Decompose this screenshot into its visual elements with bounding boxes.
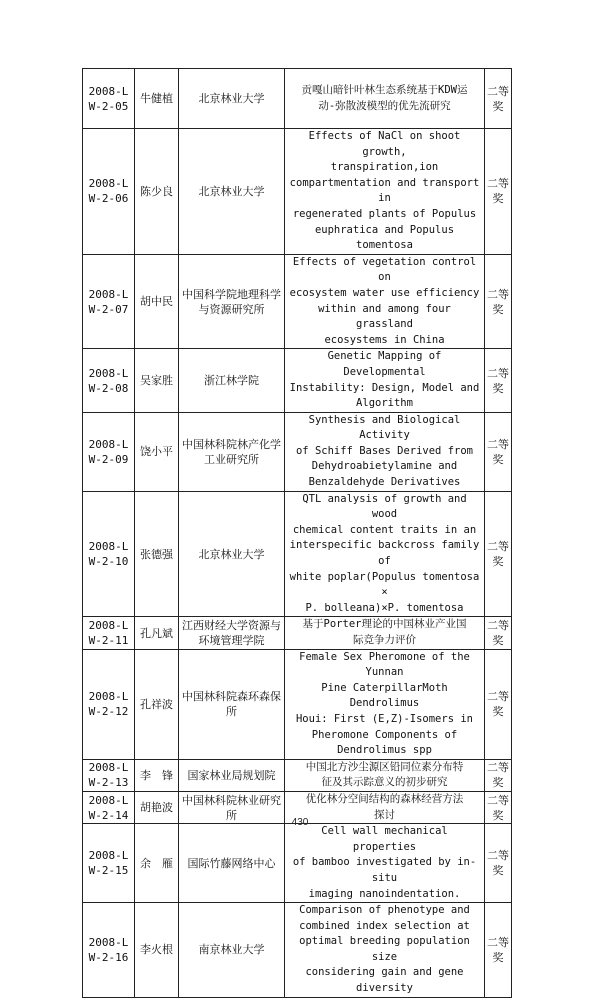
award-level: 二等奖 bbox=[485, 759, 512, 791]
table-row bbox=[83, 69, 512, 129]
paper-title: Synthesis and Biological Activity of Schiff Bases Derived from Dehydroabietylamine and Benzaldehyde Derivatives bbox=[285, 412, 485, 491]
award-id: 2008-L W-2-08 bbox=[83, 349, 135, 412]
winner-organization: 国家林业局规划院 bbox=[179, 759, 285, 791]
award-level: 二等奖 bbox=[485, 129, 512, 255]
winner-name: 李火根 bbox=[135, 903, 179, 998]
award-id: 2008-L W-2-06 bbox=[83, 129, 135, 255]
table-row bbox=[83, 824, 512, 903]
award-id: 2008-L W-2-12 bbox=[83, 649, 135, 759]
table-row bbox=[83, 129, 512, 255]
paper-title: Genetic Mapping of Developmental Instability: Design, Model and Algorithm bbox=[285, 349, 485, 412]
award-id: 2008-L W-2-10 bbox=[83, 491, 135, 617]
award-level: 二等奖 bbox=[485, 617, 512, 649]
award-level: 二等奖 bbox=[485, 491, 512, 617]
winner-organization: 中国科学院地理科学与资源研究所 bbox=[179, 254, 285, 349]
paper-title: 贡嘎山暗针叶林生态系统基于KDW运 动-弥散波模型的优先流研究 bbox=[285, 69, 485, 129]
winner-organization: 北京林业大学 bbox=[179, 491, 285, 617]
table-row bbox=[83, 649, 512, 759]
table-row bbox=[83, 759, 512, 791]
award-level: 二等奖 bbox=[485, 254, 512, 349]
award-id: 2008-L W-2-15 bbox=[83, 824, 135, 903]
award-level: 二等奖 bbox=[485, 349, 512, 412]
winner-name: 牛健植 bbox=[135, 69, 179, 129]
paper-title: Female Sex Pheromone of the Yunnan Pine CaterpillarMoth Dendrolimus Houi: First (E,Z)-Isomers in Pheromone Components of Dendrolimus spp bbox=[285, 649, 485, 759]
award-id: 2008-L W-2-07 bbox=[83, 254, 135, 349]
award-id: 2008-L W-2-05 bbox=[83, 69, 135, 129]
winner-name: 张德强 bbox=[135, 491, 179, 617]
winner-name: 饶小平 bbox=[135, 412, 179, 491]
award-level: 二等奖 bbox=[485, 412, 512, 491]
award-id: 2008-L W-2-13 bbox=[83, 759, 135, 791]
winner-name: 孔凡斌 bbox=[135, 617, 179, 649]
winner-organization: 中国林科院森环森保所 bbox=[179, 649, 285, 759]
winner-organization: 北京林业大学 bbox=[179, 129, 285, 255]
award-level: 二等奖 bbox=[485, 69, 512, 129]
winner-organization: 浙江林学院 bbox=[179, 349, 285, 412]
paper-title: Effects of NaCl on shoot growth, transpiration,ion compartmentation and transport in regenerated plants of Populus euphratica and Populus tomentosa bbox=[285, 129, 485, 255]
winner-organization: 北京林业大学 bbox=[179, 69, 285, 129]
table-row bbox=[83, 412, 512, 491]
page-number: 430 bbox=[291, 817, 309, 828]
paper-title: Effects of vegetation control on ecosystem water use efficiency within and among four grassland ecosystems in China bbox=[285, 254, 485, 349]
awards-table bbox=[82, 68, 512, 998]
winner-name: 吴家胜 bbox=[135, 349, 179, 412]
winner-organization: 江西财经大学资源与环境管理学院 bbox=[179, 617, 285, 649]
winner-name: 陈少良 bbox=[135, 129, 179, 255]
paper-title: 优化林分空间结构的森林经营方法 探讨 bbox=[285, 791, 485, 823]
award-id: 2008-L W-2-16 bbox=[83, 903, 135, 998]
award-id: 2008-L W-2-09 bbox=[83, 412, 135, 491]
winner-name: 余 雁 bbox=[135, 824, 179, 903]
paper-title: QTL analysis of growth and wood chemical content traits in an interspecific backcross family of white poplar(Populus tomentosa × P. bolleana)×P. tomentosa bbox=[285, 491, 485, 617]
winner-name: 孔祥波 bbox=[135, 649, 179, 759]
award-id: 2008-L W-2-11 bbox=[83, 617, 135, 649]
award-level: 二等奖 bbox=[485, 903, 512, 998]
winner-organization: 中国林科院林业研究所 bbox=[179, 791, 285, 823]
award-id: 2008-L W-2-14 bbox=[83, 791, 135, 823]
paper-title: 基于Porter理论的中国林业产业国 际竞争力评价 bbox=[285, 617, 485, 649]
winner-organization: 国际竹藤网络中心 bbox=[179, 824, 285, 903]
winner-name: 胡艳波 bbox=[135, 791, 179, 823]
winner-organization: 南京林业大学 bbox=[179, 903, 285, 998]
table-row bbox=[83, 617, 512, 649]
winner-organization: 中国林科院林产化学工业研究所 bbox=[179, 412, 285, 491]
award-level: 二等奖 bbox=[485, 824, 512, 903]
table-row bbox=[83, 903, 512, 998]
table-row bbox=[83, 254, 512, 349]
winner-name: 李 锋 bbox=[135, 759, 179, 791]
paper-title: Comparison of phenotype and combined index selection at optimal breeding population size considering gain and gene diversity bbox=[285, 903, 485, 998]
paper-title: 中国北方沙尘源区铅同位素分布特 征及其示踪意义的初步研究 bbox=[285, 759, 485, 791]
table-row bbox=[83, 349, 512, 412]
paper-title: Cell wall mechanical properties of bamboo investigated by in-situ imaging nanoindentation. bbox=[285, 824, 485, 903]
winner-name: 胡中民 bbox=[135, 254, 179, 349]
award-level: 二等奖 bbox=[485, 649, 512, 759]
award-level: 二等奖 bbox=[485, 791, 512, 823]
table-row bbox=[83, 491, 512, 617]
